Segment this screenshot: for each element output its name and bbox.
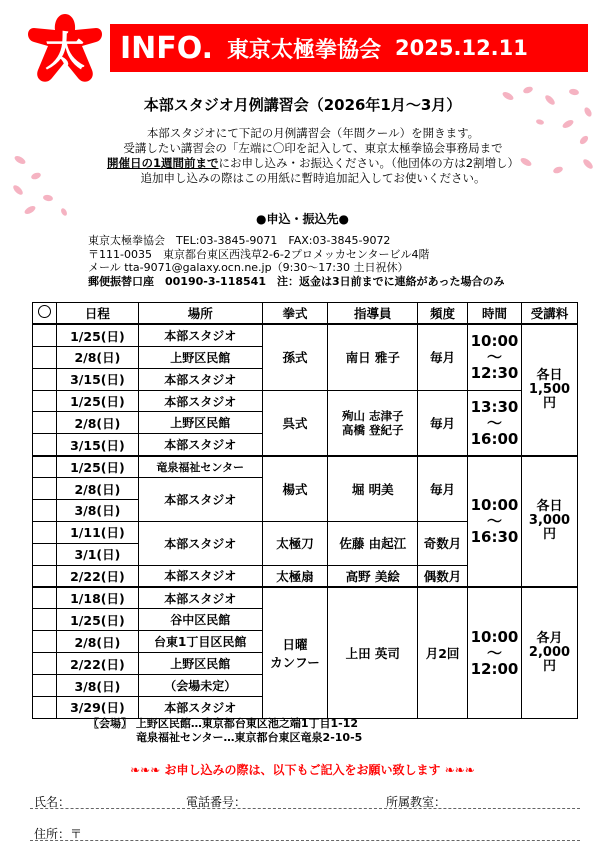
fee-amount: 2,000 bbox=[528, 645, 571, 660]
style-cell: 孫式 bbox=[262, 324, 328, 390]
schedule-table bbox=[32, 302, 578, 719]
date-cell: 3/15(日) bbox=[56, 434, 138, 456]
form-notice bbox=[0, 761, 605, 778]
time-cell bbox=[468, 456, 522, 587]
fee-cell bbox=[521, 587, 577, 718]
select-cell[interactable] bbox=[33, 368, 57, 390]
contact-block bbox=[88, 234, 548, 288]
contact-email: メール tta-9071@galaxy.ocn.ne.jp（9:30〜17:30 土日祝休） bbox=[88, 261, 409, 274]
venue-cell: （会場未定） bbox=[138, 675, 262, 697]
venue-cell: 本部スタジオ bbox=[138, 324, 262, 346]
column-header-venue: 場所 bbox=[138, 303, 262, 325]
frequency-cell: 偶数月 bbox=[418, 565, 468, 587]
class-field[interactable] bbox=[384, 808, 580, 809]
select-cell[interactable] bbox=[33, 434, 57, 456]
instructor-cell: 南日 雅子 bbox=[328, 324, 418, 390]
table-row bbox=[33, 390, 578, 412]
select-cell[interactable] bbox=[33, 609, 57, 631]
venue-cell: 台東1丁目区民館 bbox=[138, 631, 262, 653]
fee-label: 各月 bbox=[536, 631, 563, 646]
address-field[interactable] bbox=[30, 840, 580, 841]
venue-cell: 本部スタジオ bbox=[138, 434, 262, 456]
select-cell[interactable] bbox=[33, 587, 57, 609]
venue-cell: 本部スタジオ bbox=[138, 565, 262, 587]
circle-icon bbox=[38, 305, 51, 318]
venue-cell: 本部スタジオ bbox=[138, 521, 262, 565]
frequency-cell: 毎月 bbox=[418, 390, 468, 456]
logo-char: 太 bbox=[45, 29, 85, 75]
name-field[interactable] bbox=[30, 808, 180, 809]
instructor-cell: 高野 美絵 bbox=[328, 565, 418, 587]
time-end: 16:00 bbox=[470, 429, 519, 448]
column-header-instructor: 指導員 bbox=[328, 303, 418, 325]
instructor-name-2: 高橋 登紀子 bbox=[341, 422, 404, 437]
petal-icon: ❧❧❧ bbox=[130, 763, 161, 777]
name-label: 氏名： bbox=[34, 795, 71, 809]
instructor-cell bbox=[328, 390, 418, 456]
venue-address-1: 〖会場〗 上野区民館…東京都台東区池之端1丁目1-12 bbox=[88, 717, 359, 730]
time-tilde: 〜 bbox=[486, 413, 502, 432]
petal-icon: ❧❧❧ bbox=[444, 763, 475, 777]
contact-postal-account: 郵便振替口座 00190-3-118541 注：返金は3日前までに連絡があった場合のみ bbox=[88, 274, 505, 288]
date-cell: 3/1(日) bbox=[56, 543, 138, 565]
venue-cell: 上野区民館 bbox=[138, 412, 262, 434]
select-cell[interactable] bbox=[33, 653, 57, 675]
date-cell: 3/15(日) bbox=[56, 368, 138, 390]
time-start: 10:00 bbox=[470, 332, 519, 351]
date-cell: 2/22(日) bbox=[56, 565, 138, 587]
select-cell[interactable] bbox=[33, 675, 57, 697]
contact-address: 〒111-0035 東京都台東区西浅草2-6-2プロメッカセンタービル4階 bbox=[88, 247, 430, 261]
time-cell bbox=[468, 324, 522, 390]
select-column-header bbox=[33, 303, 57, 325]
date-cell: 3/29(日) bbox=[56, 697, 138, 719]
style-line-1: 日曜 bbox=[282, 637, 308, 652]
date-cell: 1/25(日) bbox=[56, 390, 138, 412]
style-cell: 太極刀 bbox=[262, 521, 328, 565]
banner-info: INFO. bbox=[120, 30, 214, 66]
select-cell[interactable] bbox=[33, 346, 57, 368]
style-cell: 呉式 bbox=[262, 390, 328, 456]
table-row bbox=[33, 456, 578, 478]
frequency-cell: 月2回 bbox=[418, 587, 468, 718]
instructor-cell: 佐藤 由起江 bbox=[328, 521, 418, 565]
time-cell bbox=[468, 390, 522, 456]
contact-phone-fax: 東京太極拳協会 TEL:03-3845-9071 FAX:03-3845-9072 bbox=[88, 234, 391, 247]
intro-line-2: 受講したい講習会の「左端に〇印を記入して、東京太極拳協会事務局まで bbox=[123, 141, 503, 155]
column-header-date: 日程 bbox=[56, 303, 138, 325]
date-cell: 2/8(日) bbox=[56, 631, 138, 653]
select-cell[interactable] bbox=[33, 631, 57, 653]
venue-cell: 本部スタジオ bbox=[138, 390, 262, 412]
frequency-cell: 奇数月 bbox=[418, 521, 468, 565]
select-cell[interactable] bbox=[33, 390, 57, 412]
fee-unit: 円 bbox=[542, 659, 556, 674]
select-cell[interactable] bbox=[33, 543, 57, 565]
time-start: 10:00 bbox=[470, 628, 519, 646]
select-cell[interactable] bbox=[33, 565, 57, 587]
select-cell[interactable] bbox=[33, 697, 57, 719]
date-cell: 2/8(日) bbox=[56, 412, 138, 434]
select-cell[interactable] bbox=[33, 478, 57, 500]
venue-cell: 本部スタジオ bbox=[138, 368, 262, 390]
style-line-2: カンフー bbox=[270, 655, 320, 670]
date-cell: 3/8(日) bbox=[56, 500, 138, 522]
banner-org: 東京太極拳協会 bbox=[227, 37, 382, 63]
select-cell[interactable] bbox=[33, 500, 57, 522]
intro-line-3 bbox=[78, 156, 548, 171]
time-start: 13:30 bbox=[470, 397, 519, 416]
date-cell: 1/25(日) bbox=[56, 609, 138, 631]
frequency-cell: 毎月 bbox=[418, 324, 468, 390]
phone-label: 電話番号： bbox=[186, 795, 247, 809]
date-cell: 1/18(日) bbox=[56, 587, 138, 609]
table-row bbox=[33, 324, 578, 346]
fee-unit: 円 bbox=[542, 396, 556, 412]
time-end: 12:30 bbox=[470, 364, 519, 383]
banner-date: 2025.12.11 bbox=[395, 36, 528, 60]
fee-cell bbox=[521, 456, 577, 587]
venue-cell: 上野区民館 bbox=[138, 653, 262, 675]
intro-line-4: 追加申し込みの際はこの用紙に暫時追加記入してお使いください。 bbox=[140, 171, 486, 185]
notice-text: お申し込みの際は、以下もご記入をお願い致します bbox=[164, 763, 441, 777]
select-cell[interactable] bbox=[33, 456, 57, 478]
select-cell[interactable] bbox=[33, 324, 57, 346]
intro-text bbox=[78, 126, 548, 186]
fee-label: 各日 bbox=[536, 368, 563, 384]
date-cell: 2/22(日) bbox=[56, 653, 138, 675]
column-header-time: 時間 bbox=[468, 303, 522, 325]
time-end: 12:00 bbox=[470, 660, 519, 678]
instructor-cell: 堀 明美 bbox=[328, 456, 418, 522]
info-banner bbox=[110, 24, 588, 72]
page-title: 本部スタジオ月例講習会（2026年1月〜3月） bbox=[143, 96, 462, 114]
fee-amount: 3,000 bbox=[528, 513, 571, 529]
table-header-row bbox=[33, 303, 578, 325]
column-header-style: 拳式 bbox=[262, 303, 328, 325]
date-cell: 2/8(日) bbox=[56, 346, 138, 368]
venue-cell: 谷中区民館 bbox=[138, 609, 262, 631]
intro-deadline: 開催日の1週間前まで bbox=[106, 156, 219, 170]
select-cell[interactable] bbox=[33, 521, 57, 543]
date-cell: 1/25(日) bbox=[56, 456, 138, 478]
venue-cell: 上野区民館 bbox=[138, 346, 262, 368]
table-row bbox=[33, 587, 578, 609]
time-start: 10:00 bbox=[470, 496, 519, 515]
venue-address-2: 竜泉福祉センター…東京都台東区竜泉2-10-5 bbox=[136, 731, 363, 744]
instructor-name-1: 殉山 志津子 bbox=[341, 408, 404, 423]
venue-addresses bbox=[88, 717, 362, 745]
select-cell[interactable] bbox=[33, 412, 57, 434]
venue-cell: 本部スタジオ bbox=[138, 587, 262, 609]
time-tilde: 〜 bbox=[486, 644, 502, 662]
class-label: 所属教室： bbox=[386, 795, 447, 809]
address-label: 住所：〒 bbox=[34, 827, 83, 841]
venue-cell: 竜泉福祉センター bbox=[138, 456, 262, 478]
style-cell: 太極扇 bbox=[262, 565, 328, 587]
fee-cell bbox=[521, 324, 577, 455]
column-header-frequency: 頻度 bbox=[418, 303, 468, 325]
style-cell bbox=[262, 587, 328, 718]
column-header-fee: 受講料 bbox=[521, 303, 577, 325]
instructor-cell: 上田 英司 bbox=[328, 587, 418, 718]
time-end: 16:30 bbox=[470, 528, 519, 547]
time-cell bbox=[468, 587, 522, 718]
association-logo bbox=[26, 10, 104, 88]
intro-line-1: 本部スタジオにて下記の月例講習会（年間クール）を開きます。 bbox=[146, 126, 480, 140]
intro-line-3-rest: にお申し込み・お振込ください。（他団体の方は2割増し） bbox=[218, 156, 520, 170]
date-cell: 3/8(日) bbox=[56, 675, 138, 697]
date-cell: 1/25(日) bbox=[56, 324, 138, 346]
style-cell: 楊式 bbox=[262, 456, 328, 522]
frequency-cell: 毎月 bbox=[418, 456, 468, 522]
phone-field[interactable] bbox=[182, 808, 382, 809]
venue-cell: 本部スタジオ bbox=[138, 478, 262, 522]
date-cell: 2/8(日) bbox=[56, 478, 138, 500]
apply-heading: ●申込・振込先● bbox=[256, 212, 349, 226]
fee-label: 各日 bbox=[536, 499, 563, 515]
fee-unit: 円 bbox=[542, 527, 556, 543]
fee-amount: 1,500 bbox=[528, 382, 571, 398]
venue-cell: 本部スタジオ bbox=[138, 697, 262, 719]
time-tilde: 〜 bbox=[486, 348, 502, 367]
time-tilde: 〜 bbox=[486, 512, 502, 531]
date-cell: 1/11(日) bbox=[56, 521, 138, 543]
